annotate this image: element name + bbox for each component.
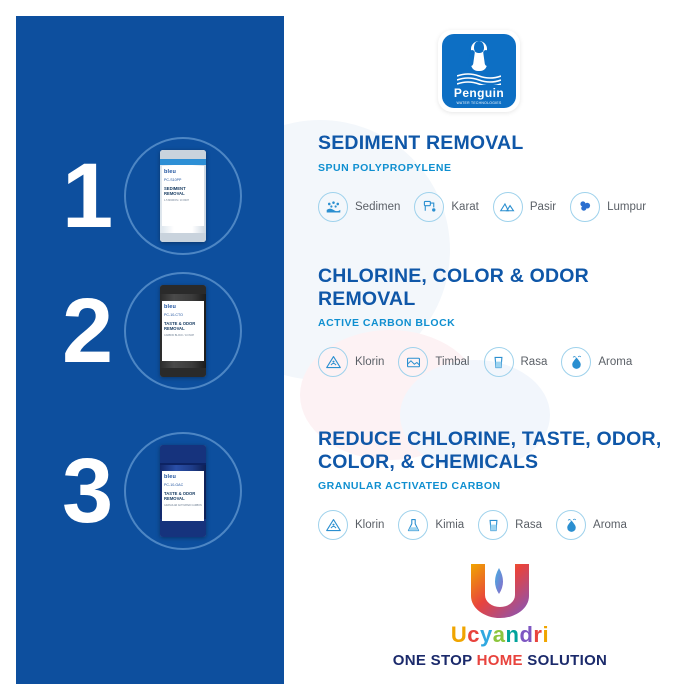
feature-list bbox=[318, 192, 688, 222]
step-2 bbox=[16, 256, 284, 406]
feature-item bbox=[570, 192, 646, 222]
cartridge-gac bbox=[160, 445, 206, 537]
footer-brand bbox=[300, 562, 700, 669]
step-1 bbox=[16, 121, 284, 271]
cartridge-cap-bottom bbox=[160, 233, 206, 242]
cartridge-fineprint: GRANULAR ACTIVATED CARBON bbox=[164, 504, 202, 508]
chlorine-warning-icon bbox=[318, 347, 348, 377]
feature-label: Klorin bbox=[355, 519, 385, 532]
section-title: CHLORINE, COLOR & ODOR REMOVAL bbox=[318, 265, 589, 310]
feature-label: Kimia bbox=[435, 519, 465, 532]
penguin-logo bbox=[438, 30, 520, 112]
taste-glass-icon bbox=[478, 510, 508, 540]
section-subtitle: SPUN POLYPROPYLENE bbox=[318, 161, 452, 174]
cartridge-brand: bleu bbox=[164, 474, 177, 480]
cartridge-title: TASTE & ODOR REMOVAL bbox=[164, 321, 196, 332]
cartridge-code: PC-10-CTO bbox=[164, 313, 183, 318]
feature-list bbox=[318, 510, 688, 540]
section-subtitle: GRANULAR ACTIVATED CARBON bbox=[318, 480, 501, 493]
cartridge-stripe bbox=[160, 159, 206, 165]
tagline-accent: HOME bbox=[476, 652, 523, 669]
footer-tagline bbox=[300, 652, 700, 669]
lead-metal-icon bbox=[398, 347, 428, 377]
chlorine-warning-icon bbox=[318, 510, 348, 540]
step-number-1: 1 bbox=[62, 145, 114, 247]
cartridge-code: PC-10-GAC bbox=[164, 483, 184, 488]
cartridge-title: TASTE & ODOR REMOVAL bbox=[164, 491, 196, 502]
section-title: SEDIMENT REMOVAL bbox=[318, 132, 524, 154]
cartridge-label bbox=[162, 166, 204, 226]
feature-label: Rasa bbox=[515, 519, 543, 532]
feature-item bbox=[484, 347, 548, 377]
feature-label: Klorin bbox=[355, 356, 385, 369]
rust-faucet-icon bbox=[414, 192, 444, 222]
cartridge-cap-top bbox=[160, 150, 206, 159]
sediment-icon bbox=[318, 192, 348, 222]
feature-label: Pasir bbox=[529, 200, 557, 213]
cartridge-brand: bleu bbox=[164, 304, 177, 310]
wave-icon bbox=[457, 73, 501, 85]
brand-letter: r bbox=[533, 622, 543, 647]
section-subtitle: ACTIVE CARBON BLOCK bbox=[318, 317, 456, 330]
taste-glass-icon bbox=[484, 347, 514, 377]
feature-item bbox=[318, 510, 384, 540]
brand-letter: n bbox=[505, 622, 520, 647]
feature-label: Lumpur bbox=[607, 200, 647, 213]
cartridge-label bbox=[162, 471, 204, 521]
feature-item bbox=[561, 347, 632, 377]
brand-letter: c bbox=[467, 622, 481, 647]
cartridge-cap-bottom bbox=[160, 368, 206, 377]
sand-icon bbox=[493, 192, 523, 222]
odor-drop-icon bbox=[561, 347, 591, 377]
feature-item bbox=[478, 510, 542, 540]
feature-label: Sedimen bbox=[355, 200, 401, 213]
feature-item bbox=[398, 510, 464, 540]
feature-item bbox=[318, 347, 384, 377]
chemical-flask-icon bbox=[398, 510, 428, 540]
feature-item bbox=[398, 347, 469, 377]
step-number-3: 3 bbox=[62, 440, 114, 542]
step-circle-3 bbox=[124, 432, 242, 550]
penguin-wing-right bbox=[483, 50, 490, 67]
step-3 bbox=[16, 416, 284, 566]
brand-letter: i bbox=[542, 622, 550, 647]
brand-letter: y bbox=[480, 622, 493, 647]
section-reduce-chlorine bbox=[318, 428, 688, 540]
tagline-part1: ONE STOP bbox=[392, 652, 477, 669]
section-chlorine-color-odor bbox=[318, 265, 688, 377]
feature-item bbox=[318, 192, 400, 222]
feature-label: Aroma bbox=[593, 519, 627, 532]
brand-letter: a bbox=[492, 622, 506, 647]
cartridge-fineprint: 1-5 MICRON / 10 INCH bbox=[164, 199, 189, 203]
cartridge-brand: bleu bbox=[164, 169, 177, 175]
brand-letter: d bbox=[519, 622, 534, 647]
feature-label: Aroma bbox=[598, 356, 633, 369]
step-number-2: 2 bbox=[62, 280, 114, 382]
feature-label: Rasa bbox=[520, 356, 548, 369]
section-sediment bbox=[318, 132, 688, 222]
cartridge-label bbox=[162, 301, 204, 361]
cartridge-code: PC-S10PP bbox=[164, 178, 182, 183]
cartridge-title: SEDIMENT REMOVAL bbox=[164, 186, 186, 197]
brand-letter: U bbox=[450, 622, 468, 647]
feature-item bbox=[556, 510, 627, 540]
feature-item bbox=[493, 192, 556, 222]
penguin-logo-subtext: WATER TECHNOLOGIES bbox=[456, 101, 502, 105]
cartridge-carbon-block bbox=[160, 285, 206, 377]
odor-drop-icon bbox=[556, 510, 586, 540]
feature-list bbox=[318, 347, 688, 377]
step-circle-1 bbox=[124, 137, 242, 255]
feature-item bbox=[414, 192, 479, 222]
step-circle-2 bbox=[124, 272, 242, 390]
left-blue-panel bbox=[16, 16, 284, 684]
ucyandri-logo-icon bbox=[457, 562, 543, 620]
cartridge-cap-top bbox=[160, 285, 206, 294]
cartridge-fineprint: CARBON BLOCK / 10 INCH bbox=[164, 334, 195, 338]
penguin-icon bbox=[468, 41, 490, 71]
tagline-part2: SOLUTION bbox=[522, 652, 608, 669]
cartridge-cap-top bbox=[160, 445, 206, 465]
penguin-logo-text: Penguin bbox=[453, 86, 505, 100]
penguin-logo-inner bbox=[442, 34, 516, 108]
mud-icon bbox=[570, 192, 600, 222]
section-title: REDUCE CHLORINE, TASTE, ODOR, COLOR, & CHEMICALS bbox=[318, 428, 662, 473]
cartridge-sediment bbox=[160, 150, 206, 242]
feature-label: Timbal bbox=[435, 356, 470, 369]
cartridge-cap-bottom bbox=[160, 519, 206, 537]
footer-brand-text bbox=[300, 622, 700, 648]
feature-label: Karat bbox=[451, 200, 479, 213]
